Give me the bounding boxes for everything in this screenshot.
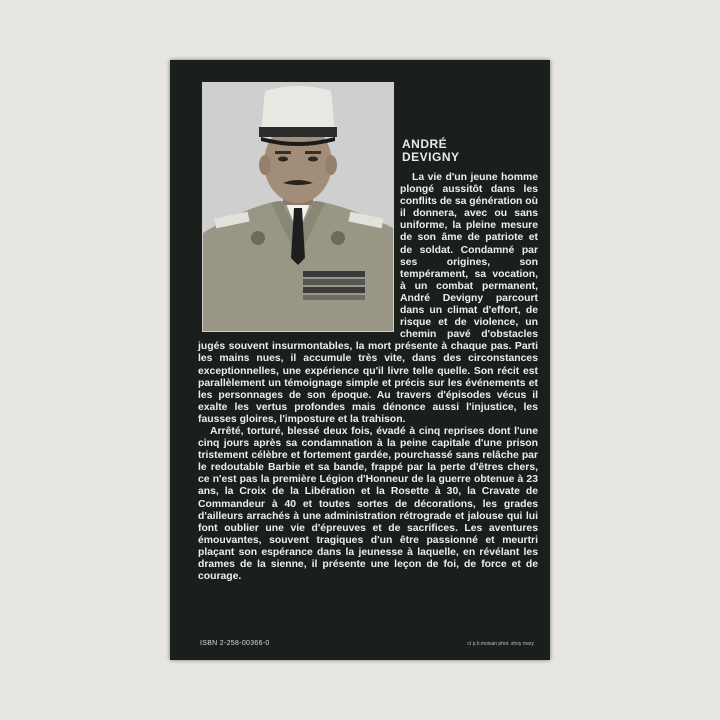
- isbn-number: ISBN 2-258-00366-0: [200, 640, 270, 647]
- author-last-name: DEVIGNY: [402, 150, 460, 164]
- blurb-paragraph-1: La vie d'un jeune homme plongé aussitôt dans les conflits de sa génération où il donnera, avec ou sans uniforme, la pleine mesure de son âme de patriote et de soldat. Condamné par ses origines, son tempérament, sa vocation, à un combat permanent, André Devigny parcourt dans un climat d'effort, de risque et de violence, un chemin pavé d'obstacles jugés souvent insurmontables, la mort présente à chaque pas. Parti les mains nues, il accumule très vite, dans des circonstances exceptionnelles, une expérience qu'il livre telle quelle. Son récit est parallèlement un témoignage simple et précis sur les événements et les personnages de son époque. Au travers d'épisodes vécus il exalte les vertus profondes mais dénonce aussi l'injustice, les fausses gloires, l'imposture et la trahison.: [198, 172, 538, 425]
- portrait-spacer: [198, 172, 400, 336]
- blurb-text: [198, 172, 538, 612]
- author-name: [402, 138, 460, 164]
- photo-credit: ct p.h.moisan phot. shoy mary: [467, 641, 534, 647]
- author-first-name: ANDRÉ: [402, 137, 448, 151]
- blurb-paragraph-2: Arrêté, torturé, blessé deux fois, évadé à cinq reprises dont l'une cinq jours après sa condamnation à la peine capitale d'une prison tristement célèbre et fortement gardée, pourchassé sans relâche par le redoutable Barbie et sa bande, frappé par la perte d'êtres chers, ce n'est pas la première Légion d'Honneur de la guerre obtenue à 23 ans, la Croix de la Libération et la Rosette à 30, la Cravate de Commandeur à 40 et toutes sortes de décorations, les grades d'ailleurs arrachés à une administration rétrograde et jalouse qui lui font oublier une vie d'épreuves et de sacrifices. Les aventures émouvantes, souvent tragiques d'un être passionné et meurtri plaçant son espérance dans la jeunesse à laquelle, en révélant les drames de la sienne, il présente une leçon de foi, de force et de courage.: [198, 425, 538, 583]
- book-back-cover: [170, 60, 550, 660]
